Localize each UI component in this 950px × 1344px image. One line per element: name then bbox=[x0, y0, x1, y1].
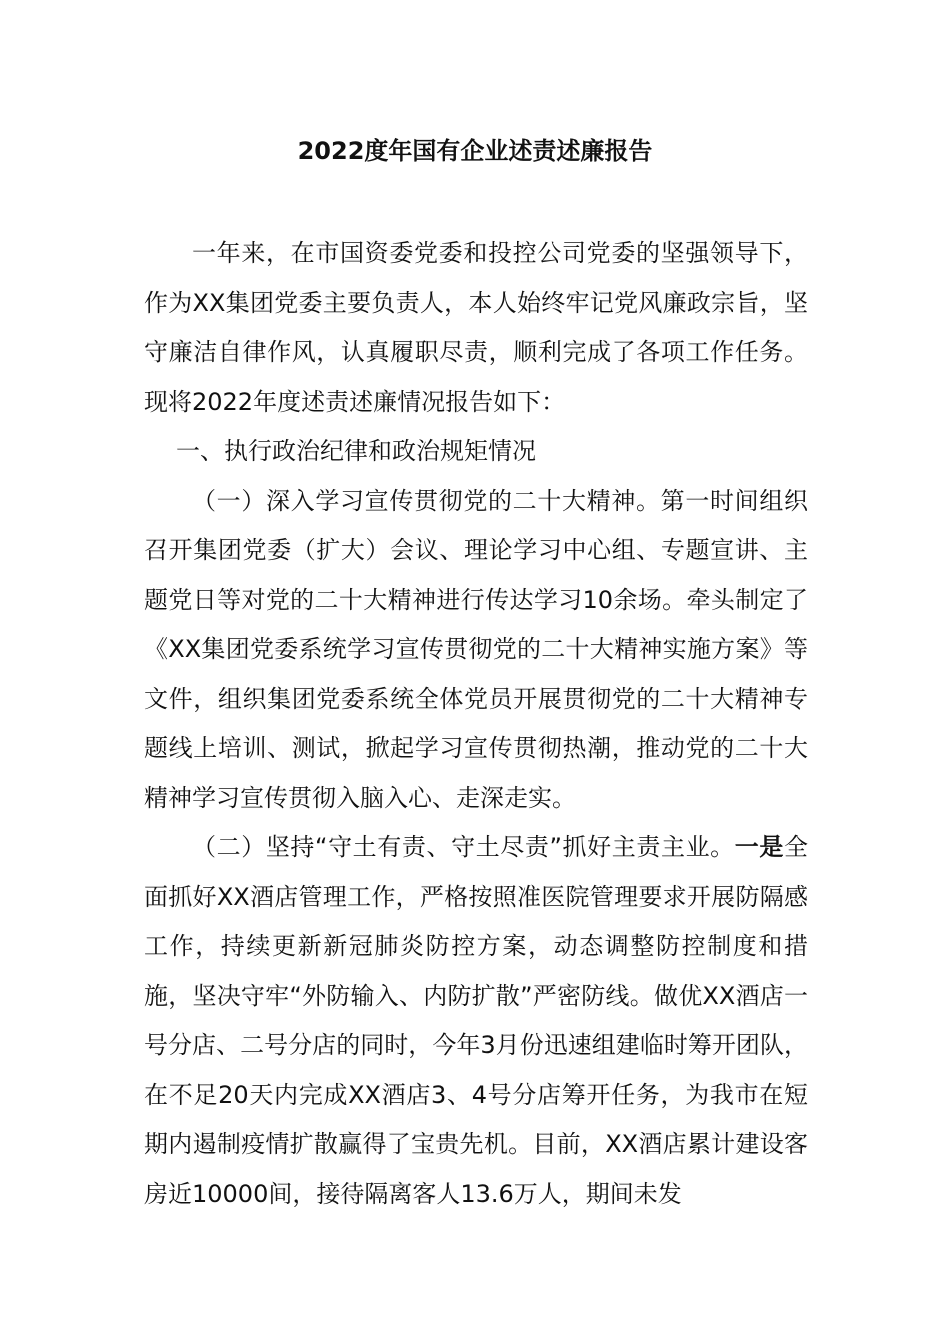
item-two-text: 全面抓好XX酒店管理工作，严格按照准医院管理要求开展防隔感工作，持续更新新冠肺炎防控方案，动态调整防控制度和措施，坚决守牢“外防输入、内防扩散”严密防线。做优XX酒店一号分店、二号分店的同时，今年3月份迅速组建临时筹开团队，在不足20天内完成XX酒店3、4号分店筹开任务，为我市在短期内遏制疫情扩散赢得了宝贵先机。目前，XX酒店累计建设客房近10000间，接待隔离客人13.6万人，期间未发 bbox=[144, 833, 808, 1208]
intro-paragraph: 一年来，在市国资委党委和投控公司党委的坚强领导下，作为XX集团党委主要负责人，本人始终牢记党风廉政宗旨，坚守廉洁自律作风，认真履职尽责，顺利完成了各项工作任务。现将2022年度述责述廉情况报告如下： bbox=[144, 239, 808, 416]
section-heading: 一、执行政治纪律和政治规矩情况 bbox=[176, 437, 536, 465]
item-two-paragraph bbox=[144, 823, 808, 1219]
item-two-lead: （二）坚持“守土有责、守土尽责”抓好主责主业。 bbox=[192, 833, 735, 861]
item-one-paragraph: （一）深入学习宣传贯彻党的二十大精神。第一时间组织召开集团党委（扩大）会议、理论学习中心组、专题宣讲、主题党日等对党的二十大精神进行传达学习10余场。牵头制定了《XX集团党委系统学习宣传贯彻党的二十大精神实施方案》等文件，组织集团党委系统全体党员开展贯彻党的二十大精神专题线上培训、测试，掀起学习宣传贯彻热潮，推动党的二十大精神学习宣传贯彻入脑入心、走深走实。 bbox=[144, 486, 808, 812]
document-body bbox=[144, 229, 808, 1219]
item-two-bold-marker: 一是 bbox=[734, 833, 784, 861]
document-title: 2022度年国有企业述责述廉报告 bbox=[297, 137, 653, 165]
